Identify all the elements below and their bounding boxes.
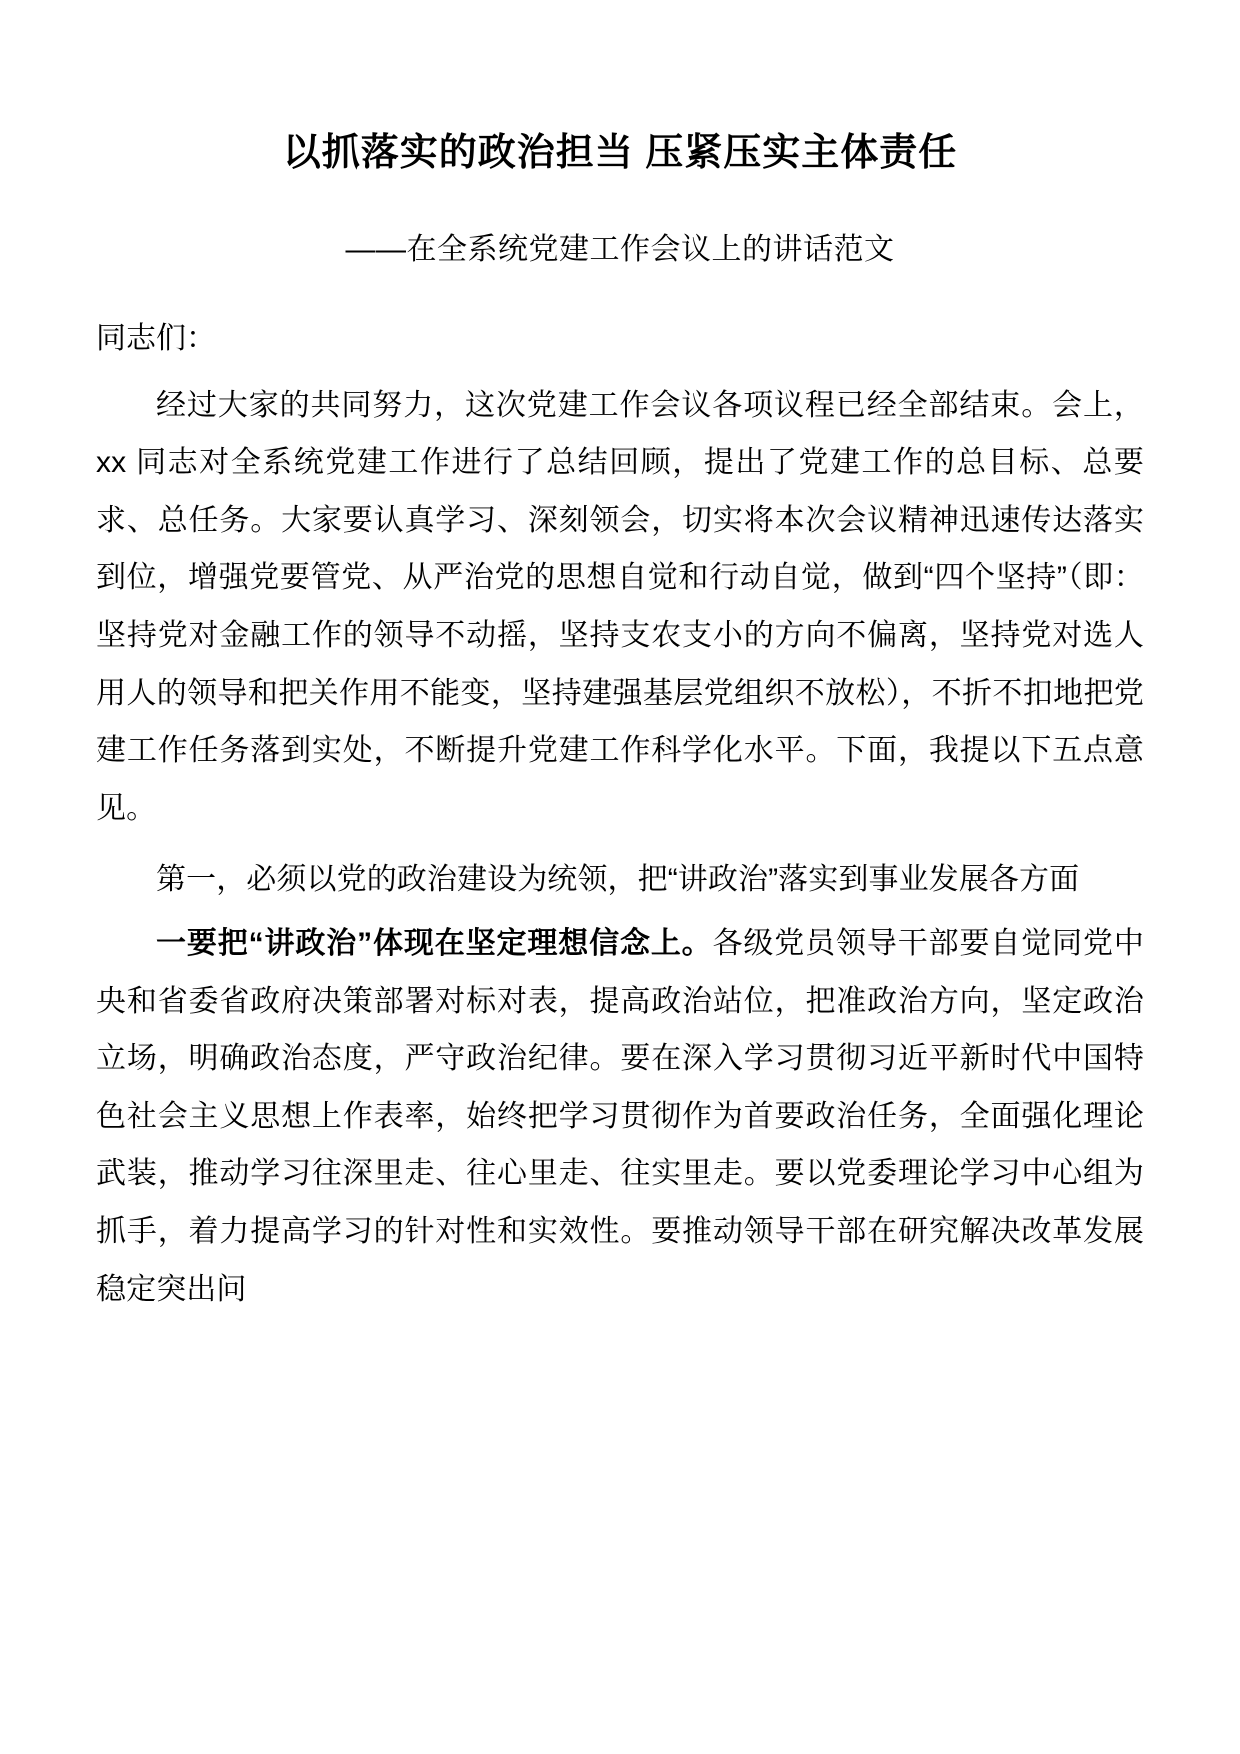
section-heading-first: 第一，必须以党的政治建设为统领，把“讲政治”落实到事业发展各方面 bbox=[156, 863, 1080, 897]
point-one-body: 各级党员领导干部要自觉同党中央和省委省政府决策部署对标对表，提高政治站位，把准政治方向，坚定政治立场，明确政治态度，严守政治纪律。要在深入学习贯彻习近平新时代中国特色社会主义思想上作表率，始终把学习贯彻作为首要政治任务，全面强化理论武装，推动学习往深里走、往心里走、往实里走。要以党委理论学习中心组为抓手，着力提高学习的针对性和实效性。要推动领导干部在研究解决改革发展稳定突出问 bbox=[96, 926, 1144, 1306]
page-subtitle: ——在全系统党建工作会议上的讲话范文 bbox=[345, 233, 895, 267]
paragraph-opening: 经过大家的共同努力，这次党建工作会议各项议程已经全部结束。会上，xx 同志对全系统党建工作进行了总结回顾，提出了党建工作的总目标、总要求、总任务。大家要认真学习、深刻领会，切实将本次会议精神迅速传达落实到位，增强党要管党、从严治党的思想自觉和行动自觉，做到“四个坚持”（即：坚持党对金融工作的领导不动摇，坚持支农支小的方向不偏离，坚持党对选人用人的领导和把关作用不能变，坚持建强基层党组织不放松），不折不扣地把党建工作任务落到实处，不断提升党建工作科学化水平。下面，我提以下五点意见。 bbox=[96, 388, 1144, 825]
salutation: 同志们： bbox=[96, 322, 216, 356]
point-one-bold-lead: 一要把“讲政治”体现在坚定理想信念上。 bbox=[156, 926, 713, 960]
page-title: 以抓落实的政治担当 压紧压实主体责任 bbox=[282, 132, 958, 174]
paragraph-point-one bbox=[96, 915, 1144, 1318]
